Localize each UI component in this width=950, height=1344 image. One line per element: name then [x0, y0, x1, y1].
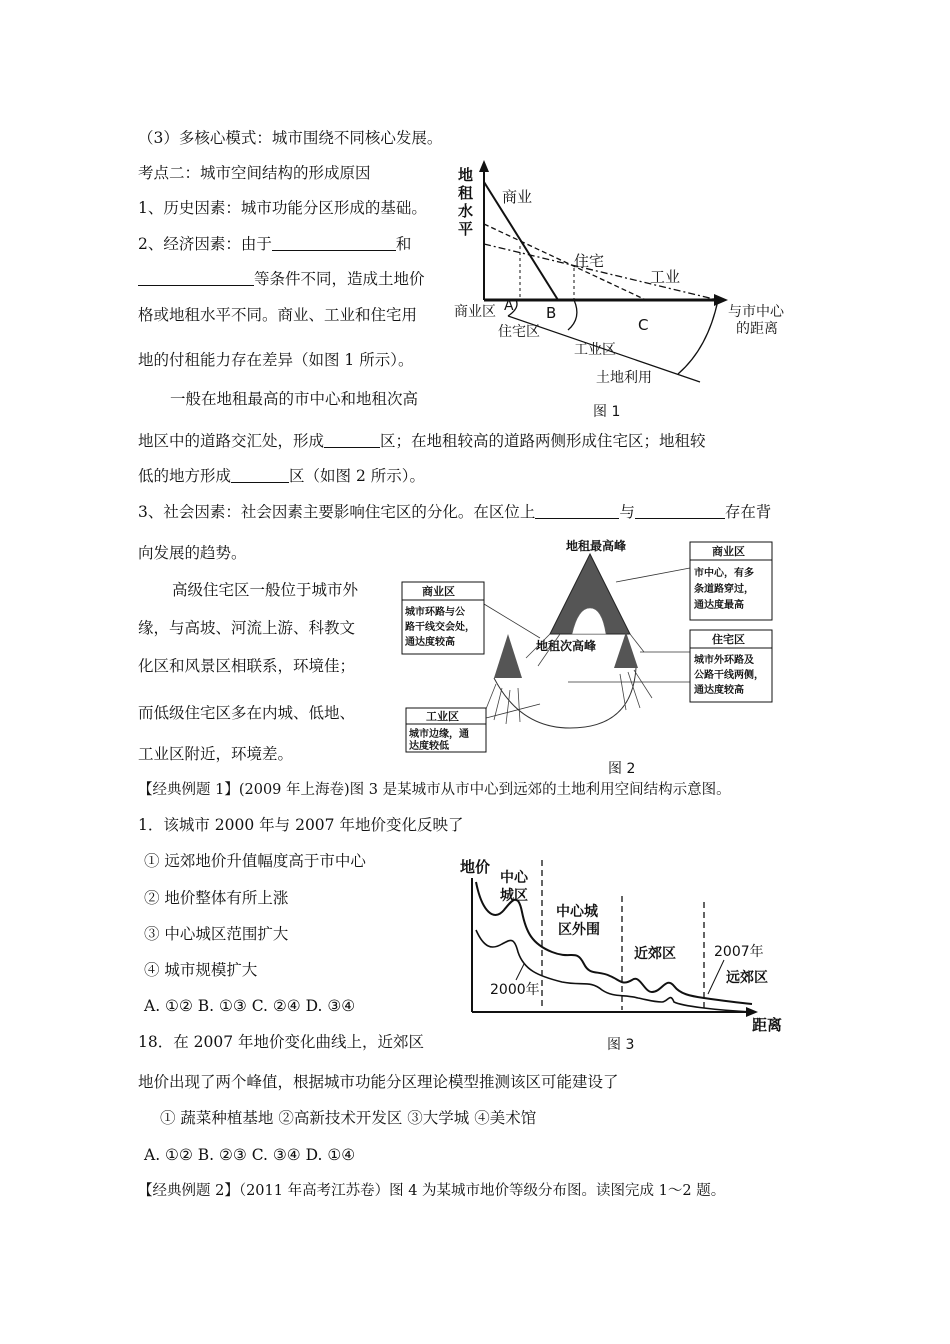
question: 18．在 2007 年地价变化曲线上，近郊区	[138, 1033, 425, 1051]
fill-blank[interactable]	[535, 503, 619, 519]
xlabel: 的距离	[736, 321, 778, 337]
pointer-arrow	[484, 604, 540, 638]
year-label-2000: 2000年	[490, 982, 540, 998]
left-sub-peak	[494, 634, 522, 678]
example-heading: 【经典例题 2】（2011 年高考江苏卷）图 4 为某城市地价等级分布图。读图完成 1～2 题。	[138, 1183, 726, 1199]
text-line: 一般在地租最高的市中心和地租次高	[170, 390, 419, 408]
figure-1-rent-curve	[450, 158, 800, 388]
fill-blank[interactable]	[324, 432, 380, 448]
box-line: 条道路穿过，	[694, 584, 754, 595]
text-fragment: 低的地方形成	[138, 467, 232, 485]
text-line: 地的付租能力存在差异（如图 1 所示）。	[138, 351, 414, 369]
text-fragment: 与	[619, 503, 635, 521]
text-line: 格或地租水平不同。商业、工业和住宅用	[138, 306, 418, 324]
box-line: 市中心，有多	[694, 568, 754, 579]
figure-1-caption: 图 1	[593, 404, 621, 420]
box-line: 路干线交会处，	[405, 622, 475, 633]
ylabel-char: 水	[458, 202, 474, 220]
fill-blank[interactable]	[272, 235, 396, 251]
box-line: 公路干线两侧，	[694, 670, 764, 681]
figure-3-land-price	[452, 852, 790, 1034]
option: ① 远郊地价升值幅度高于市中心	[144, 852, 366, 870]
section-heading: 考点二：城市空间结构的形成原因	[138, 164, 371, 182]
text-fragment: 区（如图 2 所示）。	[289, 467, 425, 485]
fill-blank[interactable]	[231, 467, 289, 483]
zone-label: 远郊区	[726, 970, 768, 986]
sub-peak-label: 地租次高峰	[536, 639, 597, 653]
hatch-lines	[620, 670, 652, 710]
xlabel: 距离	[752, 1016, 783, 1034]
box-title: 住宅区	[712, 633, 745, 646]
text-line: 高级住宅区一般位于城市外	[172, 581, 359, 599]
xlabel: 与市中心	[728, 304, 784, 320]
pointer-arrow	[616, 568, 690, 582]
ylabel: 地价	[460, 858, 491, 876]
box-line: 通达度最高	[694, 600, 744, 611]
text-line: 化区和风景区相联系，环境佳；	[138, 657, 356, 675]
text-line: 1、历史因素：城市功能分区形成的基础。	[138, 199, 427, 217]
text-line	[138, 234, 411, 254]
commercial-zone-label: 商业区	[454, 304, 496, 320]
y-axis-arrow	[479, 160, 489, 172]
text-fragment: 3、社会因素：社会因素主要影响住宅区的分化。在区位上	[138, 503, 536, 521]
zone-label: 中心	[500, 870, 528, 886]
option: ③ 中心城区范围扩大	[144, 925, 289, 943]
ylabel-char: 地	[458, 166, 474, 184]
box-line: 城市环路与公	[405, 607, 465, 618]
right-sub-peak	[614, 632, 638, 668]
zone-a-label: A	[504, 298, 514, 314]
figure-3-caption: 图 3	[607, 1037, 635, 1053]
box-title: 工业区	[426, 710, 459, 723]
zone-label: 中心城	[556, 904, 598, 920]
label-leader	[708, 960, 724, 994]
option: ② 地价整体有所上涨	[144, 889, 289, 907]
text-fragment: 存在背	[724, 503, 772, 521]
x-axis-arrow	[714, 294, 728, 306]
land-use-label: 土地利用	[596, 370, 652, 386]
text-fragment: 2、经济因素：由于	[138, 235, 272, 253]
box-line: 达度较低	[409, 741, 449, 752]
box-title: 商业区	[712, 545, 745, 558]
year-label-2007: 2007年	[714, 944, 764, 960]
zone-label: 城区	[500, 888, 528, 904]
box-title: 商业区	[422, 585, 455, 598]
zone-label: 区外围	[558, 922, 600, 938]
text-fragment: 区；在地租较高的道路两侧形成住宅区；地租较	[380, 432, 706, 450]
peak-label: 地租最高峰	[566, 539, 627, 553]
question: 1．该城市 2000 年与 2007 年地价变化反映了	[138, 816, 464, 834]
housing-rent-line	[484, 224, 646, 300]
text-line: （3）多核心模式：城市围绕不同核心发展。	[138, 129, 443, 147]
text-line	[138, 466, 425, 486]
text-line: 缘，与高坡、河流上游、科教文	[138, 619, 356, 637]
text-line	[138, 502, 771, 522]
hatch-lines	[484, 684, 520, 724]
fill-blank[interactable]	[635, 503, 725, 519]
example-heading: 【经典例题 1】(2009 年上海卷)图 3 是某城市从市中心到远郊的土地利用空间结构示意图。	[138, 782, 731, 798]
box-line: 通达度较高	[405, 637, 455, 648]
ylabel-char: 平	[458, 220, 474, 238]
option: ④ 城市规模扩大	[144, 961, 258, 979]
commerce-label: 商业	[502, 188, 533, 206]
text-line: 工业区附近，环境差。	[138, 745, 294, 763]
zone-boundary-arc	[568, 300, 577, 330]
text-line: 向发展的趋势。	[138, 544, 247, 562]
industry-label: 工业	[650, 268, 681, 286]
figure-2-caption: 图 2	[608, 761, 636, 777]
housing-label: 住宅	[574, 252, 605, 270]
zone-b-label: B	[546, 304, 557, 322]
box-line: 城市外环路及	[694, 655, 754, 666]
zone-label: 近郊区	[634, 946, 676, 962]
label-leader	[516, 964, 524, 980]
figure-2-rent-peaks	[400, 538, 790, 756]
fill-blank[interactable]	[138, 270, 254, 286]
answer-choices: A. ①② B. ②③ C. ③④ D. ①④	[144, 1146, 356, 1164]
option: ① 蔬菜种植基地 ②高新技术开发区 ③大学城 ④美术馆	[160, 1109, 537, 1127]
residential-zone-label: 住宅区	[498, 324, 540, 340]
industrial-zone-label: 工业区	[574, 342, 616, 358]
pointer-arrow	[486, 704, 540, 718]
text-fragment: 地区中的道路交汇处，形成	[138, 432, 325, 450]
zone-c-label: C	[638, 316, 649, 334]
box-line: 通达度较高	[694, 685, 744, 696]
text-line: 地价出现了两个峰值，根据城市功能分区理论模型推测该区可能建设了	[138, 1073, 619, 1091]
text-line: 而低级住宅区多在内城、低地、	[138, 704, 356, 722]
text-line	[138, 269, 425, 289]
box-line: 城市边缘，通	[409, 729, 469, 740]
ylabel-char: 租	[458, 184, 474, 202]
answer-choices: A. ①② B. ①③ C. ②④ D. ③④	[144, 997, 356, 1015]
text-line	[138, 431, 706, 451]
text-fragment: 和	[395, 235, 412, 253]
zone-boundary-arc	[678, 300, 718, 374]
text-fragment: 等条件不同，造成土地价	[254, 270, 425, 288]
